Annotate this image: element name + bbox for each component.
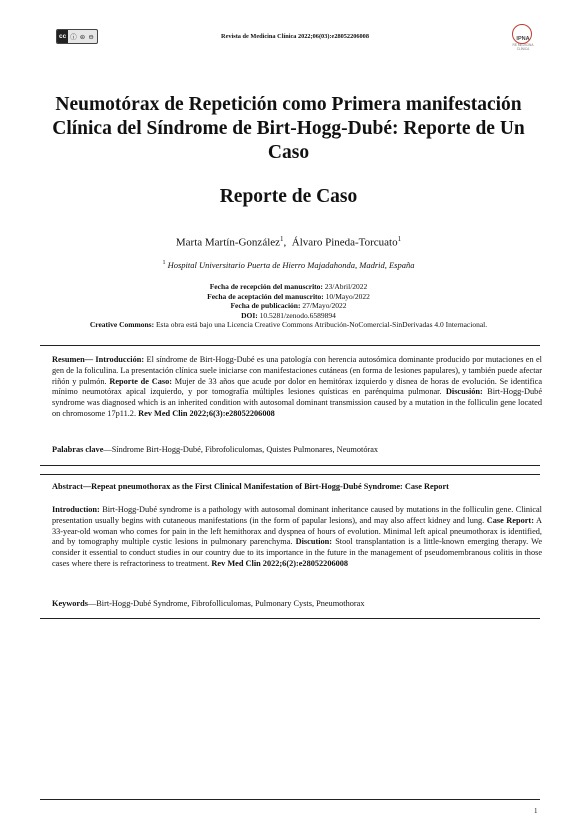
author-list: Marta Martín-González$^1$, Álvaro Pineda-Torcuato$^1$ (175, 235, 402, 249)
article-type: Reporte de Caso (219, 186, 358, 207)
accepted-date: Fecha de aceptación del manuscrito: 10/Mayo/2022 (207, 291, 370, 301)
cc-logo-icon: cc (57, 30, 68, 43)
divider (40, 618, 540, 619)
received-date: Fecha de recepción del manuscrito: 23/Abril/2022 (209, 282, 368, 291)
keywords: Keywords—Birt-Hogg-Dubé Syndrome, Fibrofolliculomas, Pulmonary Cysts, Pneumothorax (52, 599, 365, 608)
resumen-block: Resumen— Introducción: El síndrome de Birt-Hogg-Dubé es una patología con herencia autosómica dominante producido por mutaciones en el gen de la foliculina. La presentación clínica suele iniciarse con manifestaciones cutáneas (en forma de lesiones papulares), y también puede afectar riñón y pulmón. Reporte de Caso: Mujer de 33 años que acude por dolor en hemitórax izquierdo y disnea de horas de evolución. Se identifica mínimo neumotórax apical izquierdo, y por tomografía múltiples lesiones quísticas en parénquima pulmonar. Discusión: Birt-Hogg-Dubé syndrome was diagnosed which is an inherited condition with autosomal dominant transmission caused by a mutation in the folliculin gene located on chromosome 17p11.2. Rev Med Clin 2022;6(3):e28052206008 (52, 355, 543, 418)
page-number: 1 (534, 807, 538, 815)
author-name: Marta Martín-González (175, 236, 281, 249)
footer-divider (40, 799, 540, 800)
published-date: Fecha de publicación: 27/Mayo/2022 (230, 301, 347, 311)
cc-license-badge (56, 29, 98, 44)
abstract-heading: Abstract—Repeat pneumothorax as the First Clinical Manifestation of Birt-Hogg-Dubé Syndrome: Case Report (52, 482, 449, 491)
doi[interactable]: DOI: 10.5281/zenodo.6589894 (241, 310, 336, 320)
cc-by-nc-nd-icon: ⓘ ⊜ ⊖ (70, 33, 95, 41)
author-affiliation-mark: 1 (397, 235, 402, 243)
affiliation (40, 260, 537, 270)
author-affiliation-mark: 1 (280, 235, 284, 243)
affiliation-mark: 1 (162, 260, 166, 267)
article-title: Neumotórax de Repetición como Primera manifestación Clínica del Síndrome de Birt-Hogg-Dubé: Reporte de Un Caso (52, 94, 525, 163)
affiliation-text: Hospital Universitario Puerta de Hierro Majadahonda, Madrid, España (167, 260, 415, 270)
logo-subtext: RE MEDICINA CLÍNICA (512, 43, 534, 51)
journal-logo (509, 24, 537, 52)
author-name: Álvaro Pineda-Torcuato (291, 236, 398, 249)
manuscript-dates (40, 282, 537, 330)
palabras-clave: Palabras clave—Síndrome Birt-Hogg-Dubé, Fibrofoliculomas, Quistes Pulmonares, Neumotórax (52, 445, 379, 454)
page-header (0, 0, 577, 60)
divider (40, 465, 540, 466)
abstract-block: Introduction: Birt-Hogg-Dubé syndrome is a pathology with autosomal dominant inheritance caused by mutations in the folliculin gene. Clinical presentation usually begins with cutaneous manifestations (in the form of papular lesions), and may also affect kidney and lung. Case Report: A 33-year-old woman who comes for pain in the left hemithorax and dyspnea of hours of evolution. Minimal left apical pneumothorax is identified, and by tomography multiple cystic lesions in pulmonary parenchyma. Discution: Stool transplantation is a little-known emerging therapy. We consider it essential to conduct studies in our country due to its importance in the future in the management of pseudomembranous colitis in those cases where there is refractoriness to treatment. Rev Med Clin 2022;6(2):e28052206008 (52, 505, 543, 568)
journal-citation: Revista de Medicina Clínica 2022;06(03):e28052206008 (221, 33, 369, 40)
logo-text: IPNA (516, 36, 530, 42)
creative-commons-note: Creative Commons: Esta obra está bajo una Licencia Creative Commons Atribución-NoComercial-SinDerivadas 4.0 Internacional. (89, 320, 488, 330)
divider (40, 345, 540, 346)
divider (40, 474, 540, 475)
